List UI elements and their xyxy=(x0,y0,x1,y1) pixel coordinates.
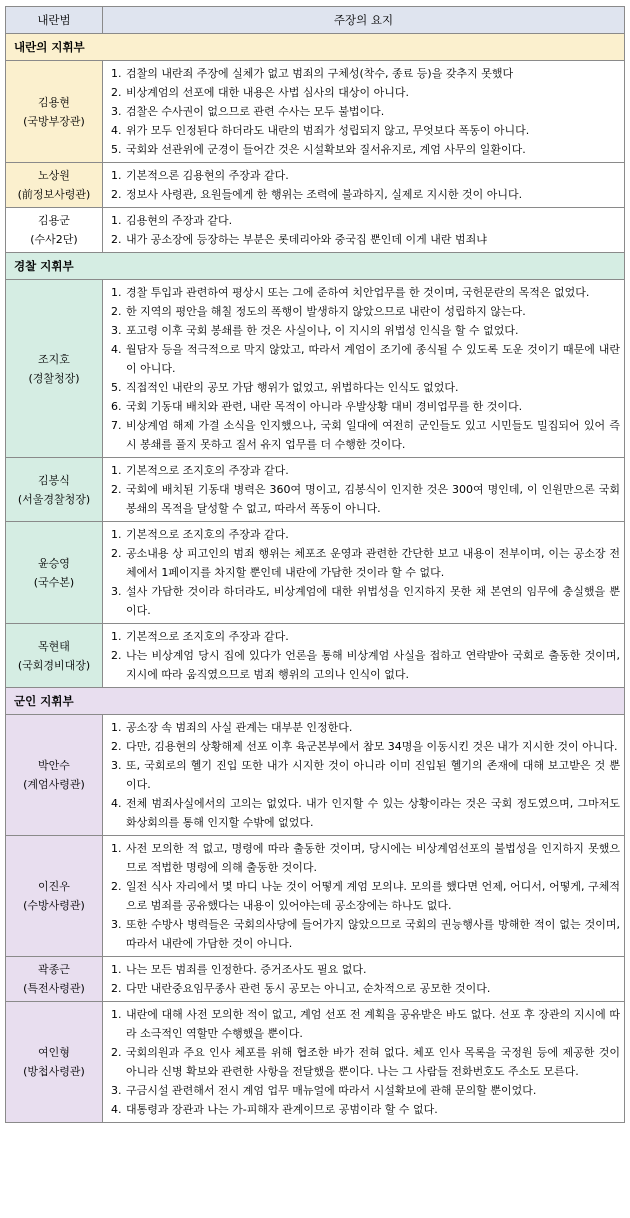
claims-cell xyxy=(103,458,625,522)
table-row xyxy=(6,1002,625,1123)
claim-text: 국회와 선관위에 군경이 들어간 것은 시설확보와 질서유지로, 계엄 사무의 일환이다. xyxy=(126,143,526,156)
claim-item xyxy=(109,960,620,979)
claim-text: 국회에 배치된 기동대 병력은 360여 명이고, 김봉식이 인지한 것은 300여 명인데, 이 인원만으론 국회 봉쇄의 목적을 달성할 수 없고, 따라서 폭동이 아니다. xyxy=(126,483,620,515)
claim-item xyxy=(109,166,620,185)
defendant-position: (서울경찰청장) xyxy=(17,492,91,506)
claim-text: 전체 범죄사실에서의 고의는 없었다. 내가 인지할 수 있는 상황이라는 것은 국회 정도였으며, 그마저도 화상회의를 통해 인지할 수밖에 없었다. xyxy=(126,797,620,829)
defendant-name: 김용군 xyxy=(38,214,70,227)
claim-text: 공소장 속 범죄의 사실 관계는 대부분 인정한다. xyxy=(126,721,353,734)
claim-number: 2. xyxy=(111,880,122,893)
claim-item xyxy=(109,378,620,397)
claim-text: 기본적으로 조지호의 주장과 같다. xyxy=(126,528,289,541)
claim-item xyxy=(109,83,620,102)
defendant-name: 곽종근 xyxy=(38,963,70,976)
claim-text: 김용현의 주장과 같다. xyxy=(126,214,233,227)
table-row xyxy=(6,624,625,688)
claim-text: 나는 비상계엄 당시 집에 있다가 언론을 통해 비상계엄 사실을 접하고 연락받아 국회로 출동한 것이며, 지시에 따라 움직였으므로 범죄 행위의 고의나 인식이 없다. xyxy=(126,649,620,681)
claim-number: 4. xyxy=(111,1103,122,1116)
claim-number: 2. xyxy=(111,483,122,496)
table-row xyxy=(6,280,625,458)
claims-cell xyxy=(103,957,625,1002)
table-row xyxy=(6,715,625,836)
section-row xyxy=(6,253,625,280)
table-row xyxy=(6,61,625,163)
claim-text: 공소내용 상 피고인의 범죄 행위는 체포조 운영과 관련한 간단한 보고 내용이 전부이며, 이는 공소장 전체에서 1페이지를 차지할 뿐인데 내란에 가담한 것이라 할 수 없다. xyxy=(126,547,620,579)
claims-list xyxy=(109,839,620,953)
claim-item xyxy=(109,525,620,544)
claim-item xyxy=(109,211,620,230)
claims-list xyxy=(109,718,620,832)
claims-cell xyxy=(103,715,625,836)
table-row xyxy=(6,522,625,624)
claims-list xyxy=(109,627,620,684)
claim-text: 설사 가담한 것이라 하더라도, 비상계엄에 대한 위법성을 인지하지 못한 채 본연의 임무에 충실했을 뿐이다. xyxy=(126,585,620,617)
claim-text: 포고령 이후 국회 봉쇄를 한 것은 사실이나, 이 지시의 위법성 인식을 할 수 없었다. xyxy=(126,324,519,337)
claim-item xyxy=(109,185,620,204)
defendant-name: 김용현 xyxy=(38,95,70,109)
claim-item xyxy=(109,302,620,321)
claim-item xyxy=(109,737,620,756)
claims-cell xyxy=(103,208,625,253)
claim-number: 1. xyxy=(111,1008,122,1021)
claim-number: 1. xyxy=(111,286,122,299)
claim-item xyxy=(109,121,620,140)
claim-text: 사전 모의한 적 없고, 명령에 따라 출동한 것이며, 당시에는 비상계엄선포의 불법성을 인지하지 못했으므로 적법한 명령에 의해 출동한 것이다. xyxy=(126,842,620,874)
claim-text: 다만 내란중요임무종사 관련 동시 공모는 아니고, 순차적으로 공모한 것이다. xyxy=(126,982,491,995)
claim-text: 비상계엄 해제 가결 소식을 인지했으나, 국회 일대에 여전히 군인들도 있고 시민들도 밀집되어 있어 즉시 봉쇄를 풀지 못하고 질서 유지 업무를 더 수행한 것이다. xyxy=(126,419,620,451)
claim-item xyxy=(109,718,620,737)
claims-cell xyxy=(103,163,625,208)
claims-table xyxy=(5,6,625,1123)
claim-number: 1. xyxy=(111,464,122,477)
claim-text: 국회의원과 주요 인사 체포를 위해 협조한 바가 전혀 없다. 체포 인사 목록을 국정원 등에 제공한 것이 아니라 신병 확보와 관련한 사항을 전달했을 뿐이다. 나는 그 사람들 전화번호도 주소도 모른다. xyxy=(126,1046,620,1078)
claim-number: 2. xyxy=(111,233,122,246)
claim-number: 2. xyxy=(111,188,122,201)
claims-list xyxy=(109,166,620,204)
defendant-cell xyxy=(6,522,103,624)
claim-item xyxy=(109,1100,620,1119)
claim-item xyxy=(109,321,620,340)
claim-number: 1. xyxy=(111,630,122,643)
claim-item xyxy=(109,64,620,83)
defendant-position: (수방사령관) xyxy=(23,899,85,912)
claim-item xyxy=(109,794,620,832)
claims-cell xyxy=(103,280,625,458)
claim-number: 1. xyxy=(111,169,122,182)
defendant-name: 윤승영 xyxy=(38,556,70,570)
claims-list xyxy=(109,461,620,518)
claim-item xyxy=(109,877,620,915)
claim-number: 3. xyxy=(111,105,122,118)
claims-list xyxy=(109,211,620,249)
claim-item xyxy=(109,140,620,159)
claim-number: 4. xyxy=(111,124,122,137)
claim-item xyxy=(109,627,620,646)
defendant-name: 노상원 xyxy=(38,169,70,182)
claims-list xyxy=(109,1005,620,1119)
defendant-cell xyxy=(6,208,103,253)
table-row xyxy=(6,163,625,208)
claim-item xyxy=(109,1081,620,1100)
claim-item xyxy=(109,102,620,121)
defendant-position: (국수본) xyxy=(33,575,75,589)
defendant-cell xyxy=(6,280,103,458)
claims-list xyxy=(109,283,620,454)
claim-text: 기본적으로 조지호의 주장과 같다. xyxy=(126,630,289,643)
claim-item xyxy=(109,397,620,416)
claim-item xyxy=(109,1043,620,1081)
table-body xyxy=(6,34,625,1123)
claim-item xyxy=(109,461,620,480)
claim-item xyxy=(109,582,620,620)
claim-item xyxy=(109,979,620,998)
claim-number: 5. xyxy=(111,143,122,156)
claim-number: 1. xyxy=(111,528,122,541)
defendant-name: 박안수 xyxy=(38,759,70,772)
claim-text: 나는 모든 범죄를 인정한다. 증거조사도 필요 없다. xyxy=(126,963,367,976)
section-title: 군인 지휘부 xyxy=(6,688,625,715)
defendant-position: (前정보사령관) xyxy=(17,188,91,201)
claims-list xyxy=(109,960,620,998)
defendant-cell xyxy=(6,715,103,836)
claim-number: 2. xyxy=(111,86,122,99)
claim-number: 3. xyxy=(111,1084,122,1097)
claims-cell xyxy=(103,522,625,624)
claim-text: 검찰의 내란죄 주장에 실체가 없고 범죄의 구체성(착수, 종료 등)을 갖추지 못했다 xyxy=(126,67,514,80)
defendant-position: (국회경비대장) xyxy=(17,658,91,672)
defendant-cell xyxy=(6,836,103,957)
defendant-name: 조지호 xyxy=(38,352,70,366)
claim-item xyxy=(109,416,620,454)
claim-number: 1. xyxy=(111,67,122,80)
table-header-row xyxy=(6,7,625,34)
defendant-position: (계엄사령관) xyxy=(23,778,85,791)
claim-text: 위가 모두 인정된다 하더라도 내란의 범죄가 성립되지 않고, 무엇보다 폭동이 아니다. xyxy=(126,124,530,137)
claim-item xyxy=(109,480,620,518)
claim-number: 2. xyxy=(111,1046,122,1059)
claim-text: 대통령과 장관과 나는 가-피해자 관계이므로 공범이라 할 수 없다. xyxy=(126,1103,438,1116)
claims-list xyxy=(109,525,620,620)
claim-text: 경찰 투입과 관련하여 평상시 또는 그에 준하여 치안업무를 한 것이며, 국헌문란의 목적은 없었다. xyxy=(126,286,590,299)
defendant-name: 여인형 xyxy=(38,1046,70,1059)
defendant-cell xyxy=(6,61,103,163)
defendant-name: 목현태 xyxy=(38,639,70,653)
claim-number: 1. xyxy=(111,721,122,734)
defendant-position: (경찰청장) xyxy=(28,371,80,385)
claim-text: 한 지역의 평안을 해칠 정도의 폭행이 발생하지 않았으므로 내란이 성립하지 않는다. xyxy=(126,305,526,318)
claim-text: 내가 공소장에 등장하는 부분은 롯데리아와 중국집 뿐인데 이게 내란 범죄냐 xyxy=(126,233,487,246)
claim-item xyxy=(109,756,620,794)
defendant-name: 김봉식 xyxy=(38,473,70,487)
claim-text: 월담자 등을 적극적으로 막지 않았고, 따라서 계엄이 조기에 종식될 수 있도록 도운 것이기 때문에 내란이 아니다. xyxy=(126,343,620,375)
claim-item xyxy=(109,915,620,953)
claim-item xyxy=(109,646,620,684)
claims-cell xyxy=(103,624,625,688)
defendant-position: (국방부장관) xyxy=(23,114,85,128)
claim-item xyxy=(109,340,620,378)
claim-item xyxy=(109,230,620,249)
header-defendant: 내란범 xyxy=(6,7,103,34)
claim-number: 3. xyxy=(111,324,122,337)
header-claims: 주장의 요지 xyxy=(103,7,625,34)
table-row xyxy=(6,957,625,1002)
claim-number: 2. xyxy=(111,649,122,662)
claim-number: 6. xyxy=(111,400,122,413)
claim-item xyxy=(109,283,620,302)
claim-number: 1. xyxy=(111,214,122,227)
claims-list xyxy=(109,64,620,159)
defendant-cell xyxy=(6,624,103,688)
defendant-cell xyxy=(6,458,103,522)
claim-number: 2. xyxy=(111,305,122,318)
section-title: 경찰 지휘부 xyxy=(6,253,625,280)
claim-number: 2. xyxy=(111,982,122,995)
claim-number: 5. xyxy=(111,381,122,394)
defendant-position: (수사2단) xyxy=(30,233,78,246)
claim-text: 정보사 사령관, 요원들에게 한 행위는 조력에 불과하지, 실제로 지시한 것이 아니다. xyxy=(126,188,523,201)
claim-item xyxy=(109,1005,620,1043)
claim-number: 3. xyxy=(111,585,122,598)
defendant-cell xyxy=(6,957,103,1002)
claims-cell xyxy=(103,836,625,957)
claim-number: 4. xyxy=(111,343,122,356)
claim-text: 일전 식사 자리에서 몇 마디 나눈 것이 어떻게 계엄 모의냐. 모의를 했다면 언제, 어디서, 어떻게, 구체적으로 범죄를 공유했다는 내용이 있어야는데 공소장에는 하나도 없다. xyxy=(126,880,620,912)
claim-text: 비상계엄의 선포에 대한 내용은 사법 심사의 대상이 아니다. xyxy=(126,86,409,99)
defendant-position: (방첩사령관) xyxy=(23,1065,85,1078)
claim-text: 내란에 대해 사전 모의한 적이 없고, 계엄 선포 전 계획을 공유받은 바도 없다. 선포 후 장관의 지시에 따라 소극적인 역할만 수행했을 뿐이다. xyxy=(126,1008,620,1040)
claim-number: 2. xyxy=(111,547,122,560)
claim-item xyxy=(109,839,620,877)
claim-number: 7. xyxy=(111,419,122,432)
claim-text: 또, 국회로의 헬기 진입 또한 내가 시지한 것이 아니라 이미 진입된 헬기의 존재에 대해 보고받은 것 뿐이다. xyxy=(126,759,620,791)
claims-cell xyxy=(103,1002,625,1123)
claim-text: 기본적으론 김용현의 주장과 같다. xyxy=(126,169,289,182)
claim-number: 3. xyxy=(111,759,122,772)
defendant-position: (특전사령관) xyxy=(23,982,85,995)
section-row xyxy=(6,688,625,715)
defendant-name: 이진우 xyxy=(38,880,70,893)
claim-item xyxy=(109,544,620,582)
claim-number: 4. xyxy=(111,797,122,810)
claim-text: 구금시설 관련해서 전시 계엄 업무 매뉴얼에 따라서 시설확보에 관해 문의할 뿐이었다. xyxy=(126,1084,537,1097)
table-row xyxy=(6,458,625,522)
claim-text: 국회 기동대 배치와 관련, 내란 목적이 아니라 우발상황 대비 경비업무를 한 것이다. xyxy=(126,400,523,413)
defendant-cell xyxy=(6,1002,103,1123)
claim-text: 직접적인 내란의 공모 가담 행위가 없었고, 위법하다는 인식도 없었다. xyxy=(126,381,459,394)
defendant-cell xyxy=(6,163,103,208)
section-title: 내란의 지휘부 xyxy=(6,34,625,61)
claim-text: 검찰은 수사권이 없으므로 관련 수사는 모두 불법이다. xyxy=(126,105,385,118)
claim-number: 1. xyxy=(111,963,122,976)
claim-text: 다만, 김용현의 상황해제 선포 이후 육군본부에서 참모 34명을 이동시킨 것은 내가 지시한 것이 아니다. xyxy=(126,740,618,753)
section-row xyxy=(6,34,625,61)
claim-text: 기본적으로 조지호의 주장과 같다. xyxy=(126,464,289,477)
table-row xyxy=(6,208,625,253)
claim-text: 또한 수방사 병력들은 국회의사당에 들어가지 않았으므로 국회의 권능행사를 방해한 적이 없는 것이며, 따라서 내란에 가담한 것이 아니다. xyxy=(126,918,620,950)
table-row xyxy=(6,836,625,957)
claims-cell xyxy=(103,61,625,163)
claim-number: 2. xyxy=(111,740,122,753)
claim-number: 1. xyxy=(111,842,122,855)
claim-number: 3. xyxy=(111,918,122,931)
